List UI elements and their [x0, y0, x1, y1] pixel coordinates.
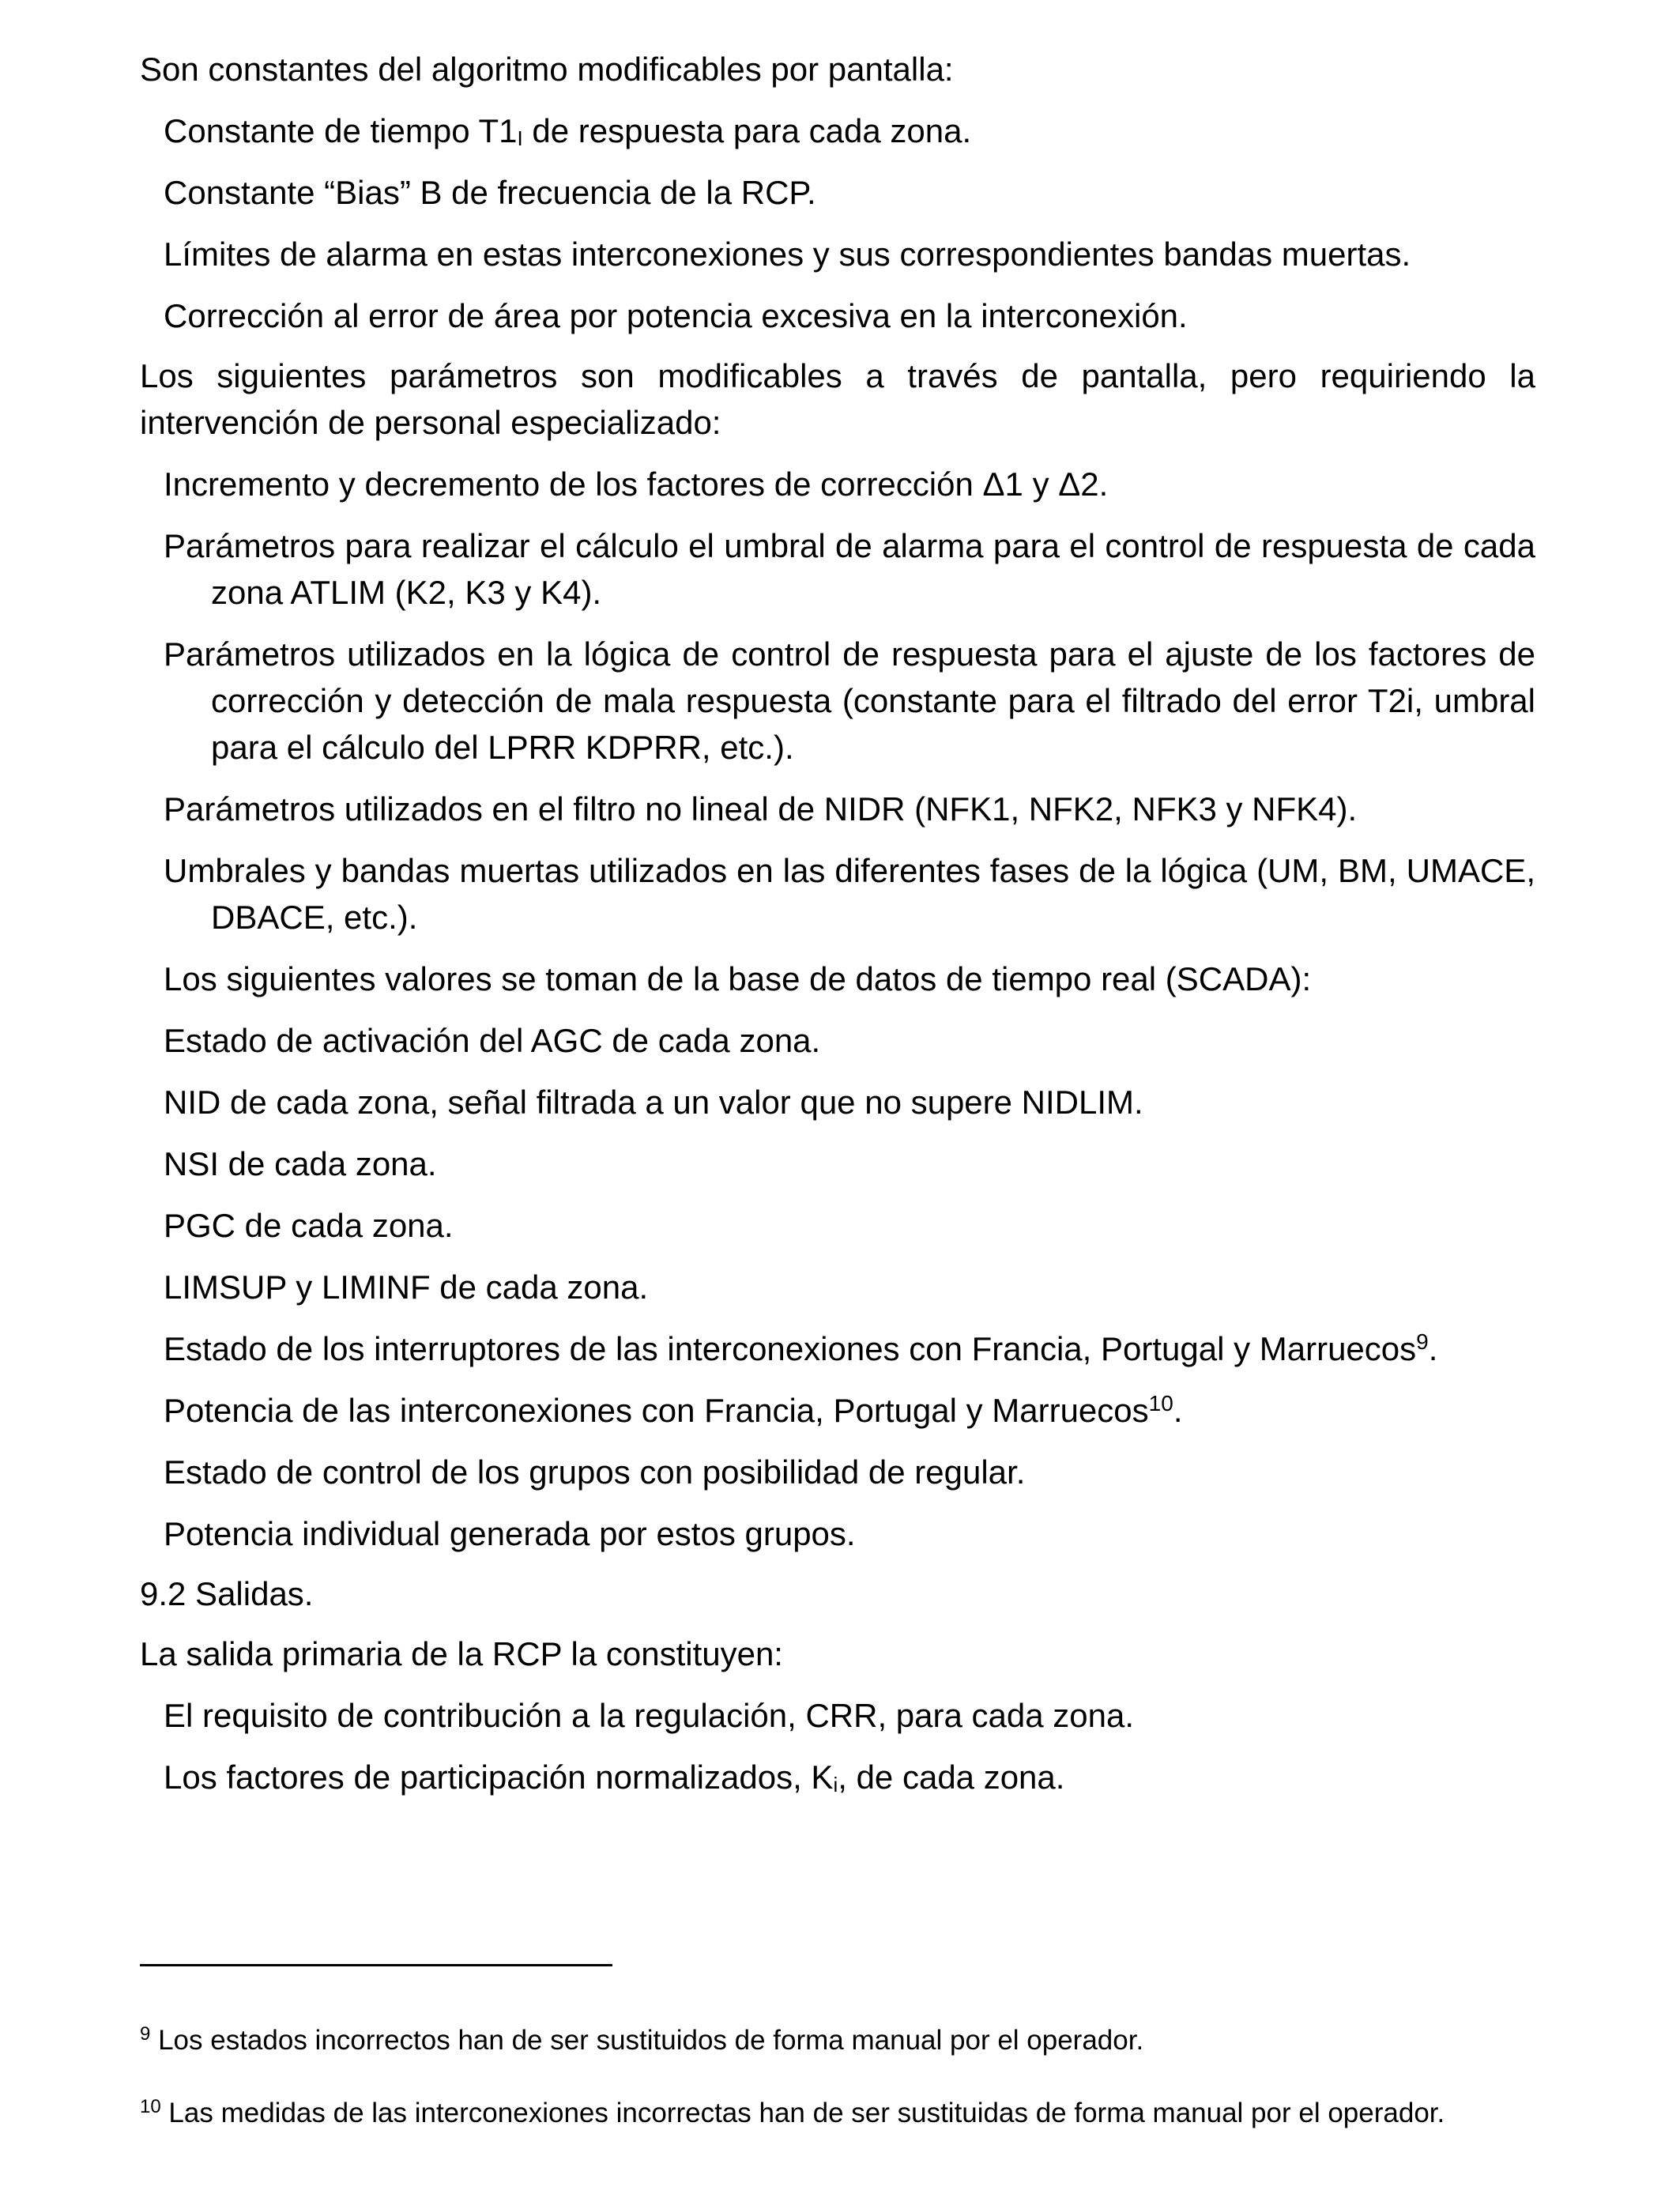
footnote-ref-10: 10	[1148, 1391, 1173, 1416]
footnote-mark: 9	[140, 2023, 151, 2045]
subscript-i: i	[833, 1773, 838, 1796]
list-item-time-constant: Constante de tiempo $T1_I$ de respuesta para cada zona.	[164, 112, 972, 150]
list-item-thresholds-deadbands: Umbrales y bandas muertas utilizados en las diferentes fases de la lógica (UM, BM, UMACE, DBACE, etc.).	[164, 852, 1535, 936]
list-item-interconnection-power: Potencia de las interconexiones con Francia, Portugal y Marruecos$^{10}$.	[164, 1391, 1183, 1429]
intro-paragraph-outputs: La salida primaria de la RCP la constituyen:	[140, 1635, 783, 1672]
list-item-bias-constant: Constante “Bias” B de frecuencia de la RCP.	[164, 174, 816, 211]
list-item-response-logic-params: Parámetros utilizados en la lógica de control de respuesta para el ajuste de los factores de corrección y detección de mala respuesta (constante para el filtrado del error T2i, umbral para el cálculo del LPRR KDPRR, etc.).	[164, 635, 1535, 766]
list-item-alarm-limits: Límites de alarma en estas interconexiones y sus correspondientes bandas muertas.	[164, 236, 1411, 273]
list-item-participation-factors: Los factores de participación normalizados, $K_i$, de cada zona.	[164, 1759, 1065, 1796]
list-item-group-control-state: Estado de control de los grupos con posibilidad de regular.	[164, 1453, 1026, 1491]
list-item-area-error-correction: Corrección al error de área por potencia excesiva en la interconexión.	[164, 297, 1188, 334]
list-item-limsup-liminf: LIMSUP y LIMINF de cada zona.	[164, 1269, 649, 1306]
list-item-alarm-threshold-params: Parámetros para realizar el cálculo el umbral de alarma para el control de respuesta de cada zona ATLIM (K2, K3 y K4).	[164, 527, 1535, 611]
footnote-mark: 10	[140, 2096, 161, 2117]
list-item-nid: NID de cada zona, señal filtrada a un valor que no supere NIDLIM.	[164, 1084, 1143, 1121]
list-item-nidr-filter-params: Parámetros utilizados en el filtro no lineal de NIDR (NFK1, NFK2, NFK3 y NFK4).	[164, 790, 1358, 827]
intro-paragraph-constants: Son constantes del algoritmo modificables por pantalla:	[140, 51, 954, 88]
intro-paragraph-parameters: Los siguientes parámetros son modificables a través de pantalla, pero requiriendo la intervención de personal especializado:	[140, 357, 1535, 441]
footnote-separator	[140, 1964, 612, 1966]
list-item-nsi: NSI de cada zona.	[164, 1145, 437, 1182]
list-item-breaker-state: Estado de los interruptores de las interconexiones con Francia, Portugal y Marruecos$^9$.	[164, 1329, 1438, 1367]
subscript-i: I	[517, 126, 523, 150]
list-item-correction-factors: Incremento y decremento de los factores de corrección Δ1 y Δ2.	[164, 466, 1109, 503]
list-item-group-power: Potencia individual generada por estos grupos.	[164, 1515, 856, 1552]
list-item-agc-state: Estado de activación del AGC de cada zona.	[164, 1022, 821, 1059]
section-heading: 9.2 Salidas.	[140, 1575, 314, 1612]
list-item-scada-values: Los siguientes valores se toman de la base de datos de tiempo real (SCADA):	[164, 960, 1312, 997]
list-item-crr: El requisito de contribución a la regulación, CRR, para cada zona.	[164, 1697, 1135, 1734]
body-text	[140, 46, 1535, 1800]
footnote-10: $^{10}$ Las medidas de las interconexiones incorrectas han de ser sustituidas de forma manual por el operador.	[140, 2096, 1445, 2128]
footnote-9: $^9$ Los estados incorrectos han de ser sustituidos de forma manual por el operador.	[140, 2023, 1144, 2056]
list-item-pgc: PGC de cada zona.	[164, 1207, 454, 1244]
footnote-ref-9: 9	[1416, 1329, 1429, 1354]
